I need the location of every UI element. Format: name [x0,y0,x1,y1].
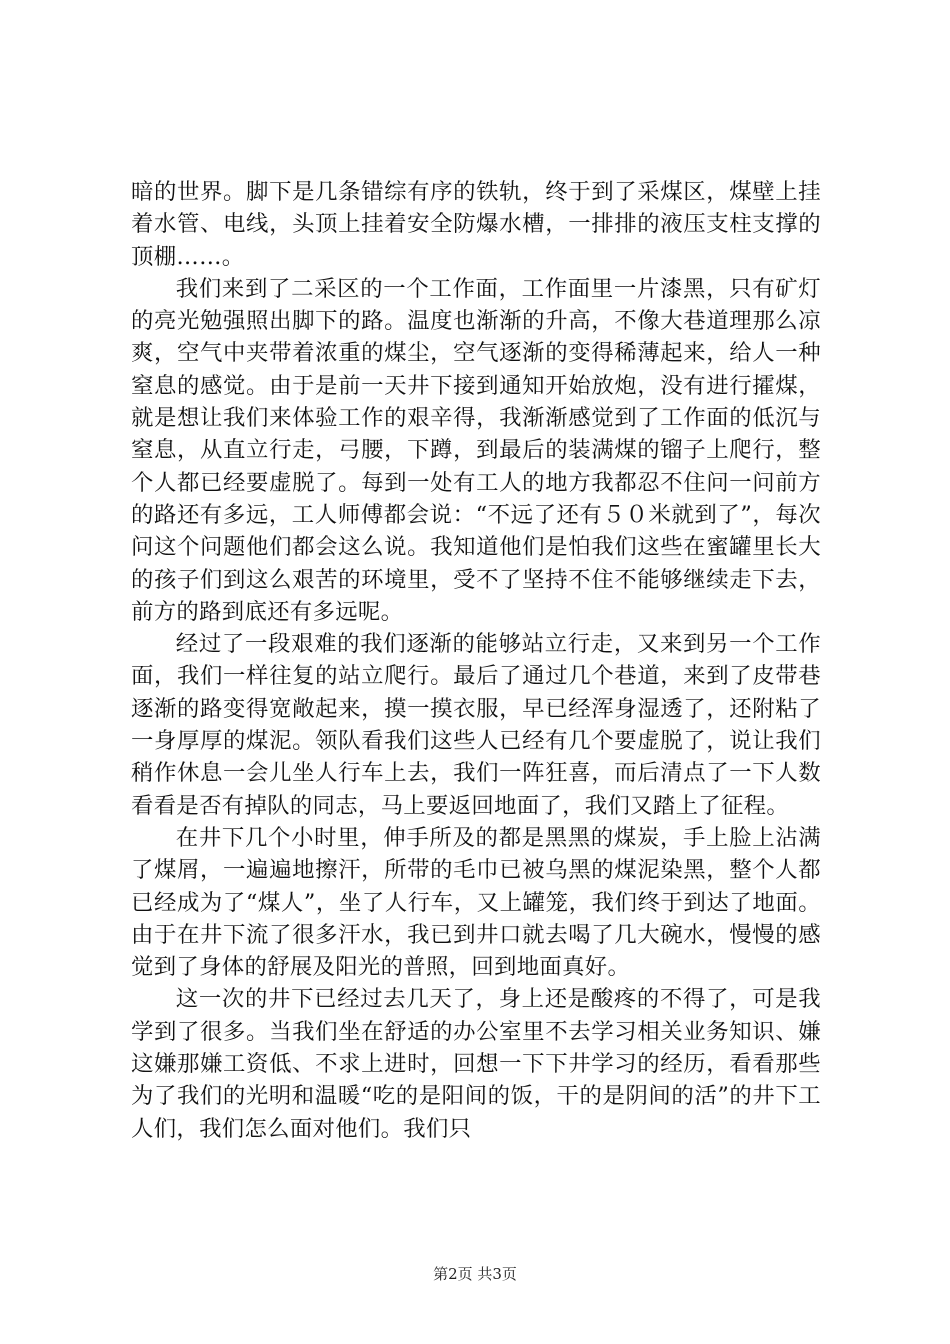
paragraph-4: 在井下几个小时里，伸手所及的都是黑黑的煤炭，手上脸上沾满了煤屑，一遍遍地擦汗，所带的毛巾已被乌黑的煤泥染黑，整个人都已经成为了“煤人”，坐了人行车，又上罐笼，我们终于到达了地面。由于在井下流了很多汗水，我已到井口就去喝了几大碗水，慢慢的感觉到了身体的舒展及阳光的普照，回到地面真好。 [131,824,821,981]
paragraph-5: 这一次的井下已经过去几天了，身上还是酸疼的不得了，可是我学到了很多。当我们坐在舒适的办公室里不去学习相关业务知识、嫌这嫌那嫌工资低、不求上进时，回想一下下井学习的经历，看看那些为了我们的光明和温暖“吃的是阳间的饭，干的是阴间的活”的井下工人们，我们怎么面对他们。我们只 [131,986,821,1142]
paragraph-2: 我们来到了二采区的一个工作面，工作面里一片漆黑，只有矿灯的亮光勉强照出脚下的路。温度也渐渐的升高，不像大巷道理那么凉爽，空气中夹带着浓重的煤尘，空气逐渐的变得稀薄起来，给人一种窒息的感觉。由于是前一天井下接到通知开始放炮，没有进行攉煤，就是想让我们来体验工作的艰辛得，我渐渐感觉到了工作面的低沉与窒息，从直立行走，弓腰，下蹲，到最后的装满煤的镏子上爬行，整个人都已经要虚脱了。每到一处有工人的地方我都忍不住问一问前方的路还有多远，工人师傅都会说：“不远了还有５０米就到了”，每次问这个问题他们都会这么说。我知道他们是怕我们这些在蜜罐里长大的孩子们到这么艰苦的环境里，受不了坚持不住不能够继续走下去，前方的路到底还有多远呢。 [131,275,821,625]
paragraph-1: 暗的世界。脚下是几条错综有序的铁轨，终于到了采煤区，煤壁上挂着水管、电线，头顶上挂着安全防爆水槽，一排排的液压支柱支撑的顶棚……。 [131,179,821,270]
document-body [131,176,821,1145]
page-number-footer: 第2页 共3页 [433,1265,517,1283]
paragraph-3: 经过了一段艰难的我们逐渐的能够站立行走，又来到另一个工作面，我们一样往复的站立爬行。最后了通过几个巷道，来到了皮带巷逐渐的路变得宽敞起来，摸一摸衣服，早已经浑身湿透了，还附粘了一身厚厚的煤泥。领队看我们这些人已经有几个要虚脱了，说让我们稍作休息一会儿坐人行车上去，我们一阵狂喜，而后清点了一下人数看看是否有掉队的同志，马上要返回地面了，我们又踏上了征程。 [131,631,821,819]
